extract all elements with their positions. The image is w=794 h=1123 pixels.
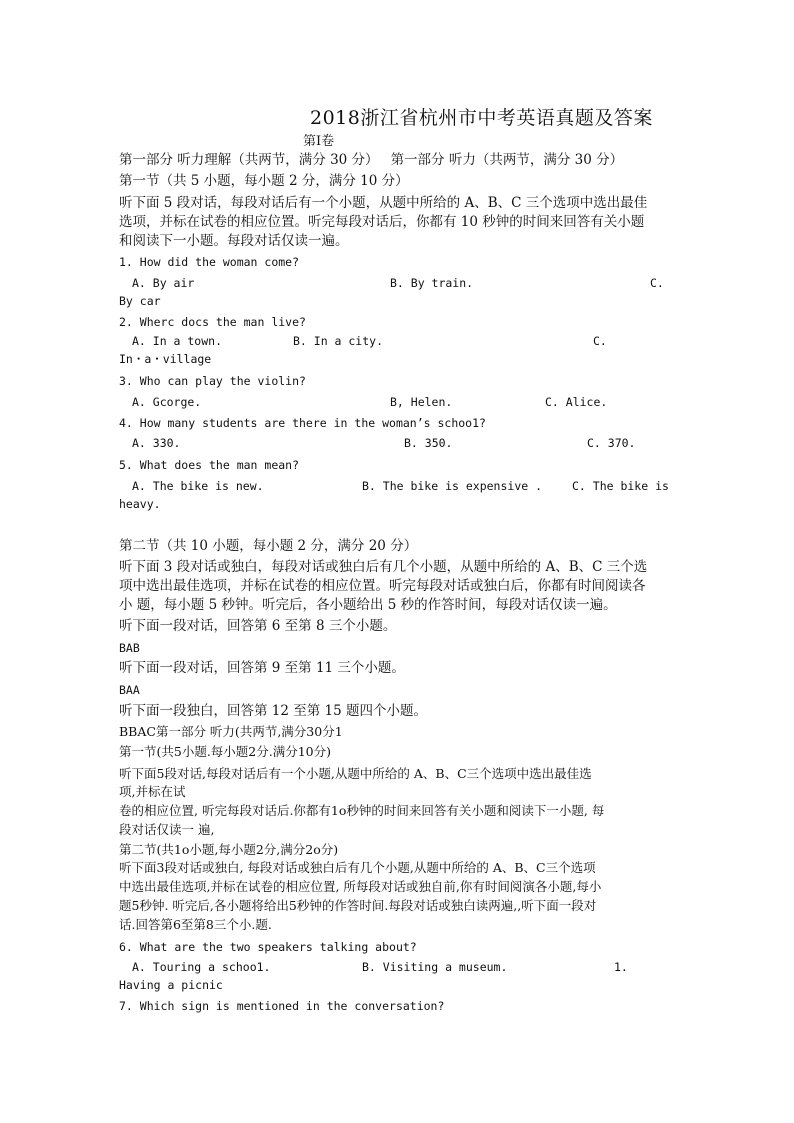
option-c: C. The bike is (572, 479, 669, 493)
option-c: C. 370. (587, 436, 636, 450)
question-stem: 5. What does the man mean? (119, 458, 300, 472)
repeat-paragraph-line: 题5秒钟. 听完后,各小题将给出5秒钟的作答时间.每段对话或独白读两遍,,听下面一段对 (119, 898, 597, 913)
option-b: B, Helen. (390, 395, 453, 409)
section1-heading: 第一节（共 5 小题，每小题 2 分，满分 10 分） (119, 173, 409, 189)
section1-instruction-line: 和阅读下一小题。每段对话仅读一遍。 (119, 233, 349, 249)
repeat-section2-heading: 第二节(共1o小题,每小题2分,满分2o分) (119, 842, 339, 857)
option-b: B. Visiting a museum. (362, 960, 508, 974)
option-c: 1. (614, 960, 628, 974)
question-stem: 7. Which sign is mentioned in the conversation? (119, 999, 445, 1013)
repeat-paragraph-line: 中选出最佳选项,并标在试卷的相应位置, 所每段对话或独自前,你有时间阅演各小题,每小 (119, 879, 602, 894)
question-stem: 3. Who can play the violin? (119, 374, 306, 388)
option-c-continued: Having a picnic (119, 978, 223, 992)
section1-instruction-line: 选项，并标在试卷的相应位置。听完每段对话后，你都有 10 秒钟的时间来回答有关小题 (119, 214, 645, 230)
page-title: 2018浙江省杭州市中考英语真题及答案 (310, 107, 653, 129)
volume-label: 第Ⅰ卷 (303, 134, 335, 149)
question-stem: 4. How many students are there in the woman’s schoo1? (119, 416, 486, 430)
repeat-section1-heading: 第一节(共5小题.每小题2分.满分10分) (119, 744, 332, 759)
repeat-paragraph-line: 听下面3段对话或独白, 每段对话或独白后有几个小题,从题中所给的 A、B、C三个选项 (119, 860, 596, 875)
repeat-paragraph-line: 项,并标在试 (119, 784, 186, 799)
option-c: C. (650, 276, 664, 290)
answer-key: BAB (119, 641, 140, 655)
section2-instruction-line: 听下面 3 段对话或独白，每段对话或独白后有几个小题，从题中所给的 A、B、C 三个选 (119, 559, 648, 575)
question-stem: 6. What are the two speakers talking about? (119, 940, 417, 954)
option-a: A. By air (132, 276, 195, 290)
section2-instruction-line: 小 题，每小题 5 秒钟。听完后，各小题给出 5 秒的作答时间，每段对话仅读一遍。 (119, 597, 617, 613)
question-stem: 2. Wherc docs the man live? (119, 315, 306, 329)
option-a: A. Gcorge. (132, 395, 202, 409)
option-a: A. The bike is new. (132, 479, 264, 493)
part1-heading: 第一部分 听力理解（共两节，满分 30 分） 第一部分 听力（共两节，满分 30 分） (119, 152, 624, 168)
option-b: B. 350. (404, 436, 453, 450)
answer-key: BAA (119, 683, 140, 697)
option-b: B. By train. (390, 276, 474, 290)
repeat-paragraph-line: 段对话仅读一 遍, (119, 822, 215, 837)
monologue-intro: 听下面一段独白，回答第 12 至第 15 题四个小题。 (119, 703, 428, 719)
option-a: A. Touring a schoo1. (132, 960, 271, 974)
option-b: B. The bike is expensive . (362, 479, 543, 493)
dialog1-intro: 听下面一段对话，回答第 6 至第 8 三个小题。 (119, 618, 397, 634)
option-a: A. 330. (132, 436, 181, 450)
option-b: B. In a city. (293, 334, 384, 348)
repeat-paragraph-line: 卷的相应位置, 听完每段对话后.你都有1o秒钟的时间来回答有关小题和阅读下一小题, 每 (119, 803, 605, 818)
section2-instruction-line: 项中选出最佳选项，并标在试卷的相应位置。听完每段对话或独白后，你都有时间阅读各 (119, 578, 646, 594)
dialog2-intro: 听下面一段对话，回答第 9 至第 11 三个小题。 (119, 660, 405, 676)
option-c-continued: By car (119, 294, 161, 308)
repeat-paragraph-line: 听下面5段对话,每段对话后有一个小题,从题中所给的 A、B、C三个选项中选出最佳选 (119, 766, 592, 781)
option-c-continued: In・a・village (119, 352, 212, 366)
question-stem: 1. How did the woman come? (119, 255, 300, 269)
repeat-part-heading: BBAC第一部分 听力(共两节,满分30分1 (119, 724, 343, 739)
section2-heading: 第二节（共 10 小题，每小题 2 分，满分 20 分） (119, 538, 418, 554)
option-c: C. (593, 334, 607, 348)
option-c-continued: heavy. (119, 497, 161, 511)
section1-instruction-line: 听下面 5 段对话，每段对话后有一个小题，从题中所给的 A、B、C 三个选项中选出最佳 (119, 195, 648, 211)
option-a: A. In a town. (132, 334, 223, 348)
option-c: C. Alice. (545, 395, 608, 409)
repeat-paragraph-line: 话.回答第6至第8三个小.题. (119, 917, 272, 932)
